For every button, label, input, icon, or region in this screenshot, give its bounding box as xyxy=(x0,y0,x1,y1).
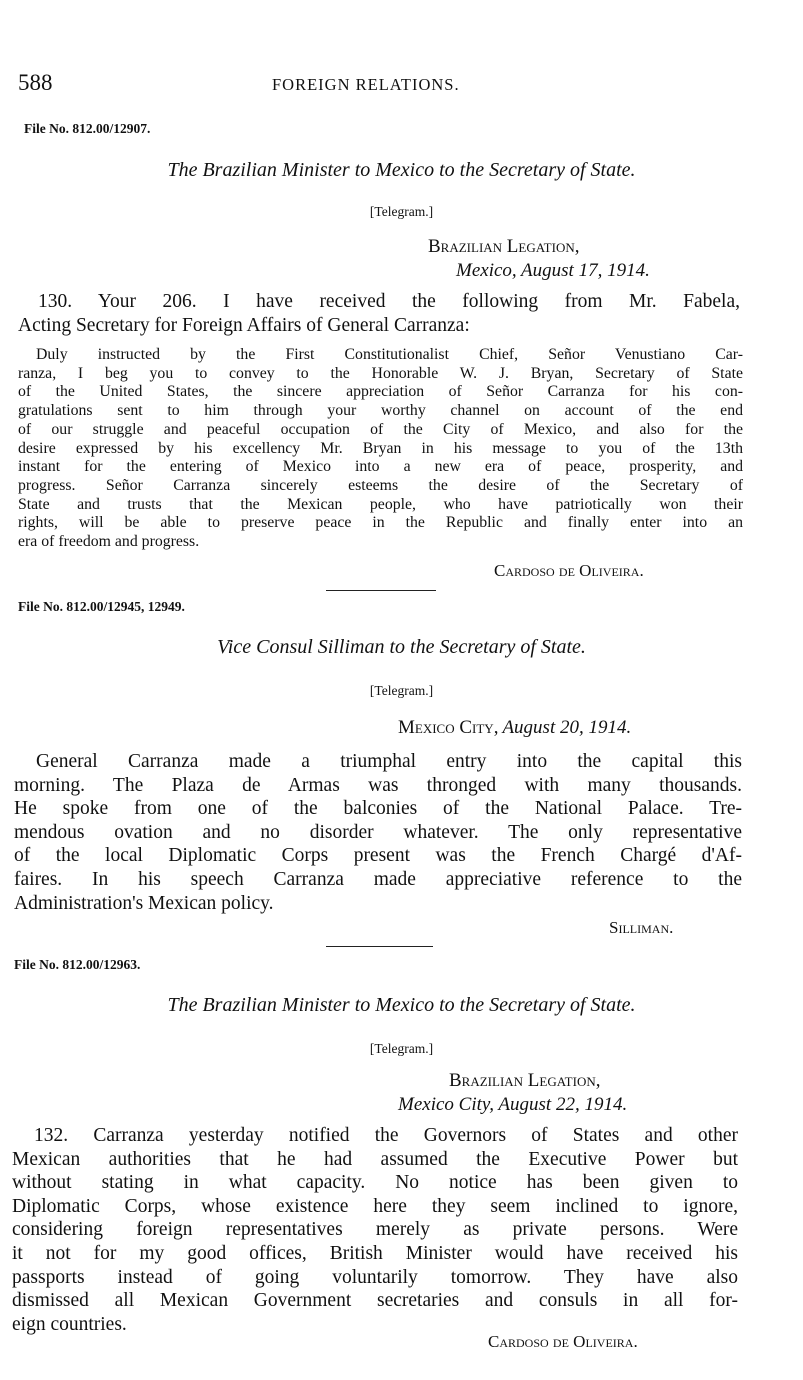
text-line: Administration's Mexican policy. xyxy=(14,892,274,914)
dateline: Mexico City, August 22, 1914. xyxy=(398,1094,628,1115)
text-line: progress. Señor Carranza sincerely esteems the desire of the Secretary of xyxy=(18,476,743,494)
text-line: 130. Your 206. I have received the following from Mr. Fabela, xyxy=(38,291,740,312)
text-line: Diplomatic Corps, whose existence here they seem inclined to ignore, xyxy=(12,1195,738,1217)
file-number: File No. 812.00/12945, 12949. xyxy=(18,599,185,614)
signature: Silliman. xyxy=(609,918,674,937)
telegram-label: [Telegram.] xyxy=(369,1041,434,1056)
document-title: The Brazilian Minister to Mexico to the Secretary of State. xyxy=(167,994,636,1016)
text-line: mendous ovation and no disorder whatever. The only representative xyxy=(14,821,742,843)
message-body xyxy=(12,1124,738,1336)
section-divider xyxy=(326,590,436,591)
text-line: Mexican authorities that he had assumed the Executive Power but xyxy=(12,1148,738,1170)
place-line: Brazilian Legation, xyxy=(428,236,580,257)
quoted-message xyxy=(18,346,743,552)
text-line: passports instead of going voluntarily tomorrow. They have also xyxy=(12,1266,738,1288)
text-line: eign countries. xyxy=(12,1313,127,1335)
text-line: rights, will be able to preserve peace in the Republic and finally enter into an xyxy=(18,514,743,532)
file-number: File No. 812.00/12907. xyxy=(24,121,151,136)
text-line: Duly instructed by the First Constitutionalist Chief, Señor Venustiano Car- xyxy=(36,346,743,363)
file-number: File No. 812.00/12963. xyxy=(14,957,141,972)
text-line: desire expressed by his excellency Mr. Bryan in his message to you of the 13th xyxy=(18,439,743,457)
text-line: it not for my good offices, British Minister would have received his xyxy=(12,1242,738,1264)
text-line: considering foreign representatives merely as private persons. Were xyxy=(12,1219,738,1241)
text-line: gratulations sent to him through your worthy channel on account of the end xyxy=(18,402,743,420)
dateline: Mexico, August 17, 1914. xyxy=(456,260,650,281)
text-line: era of freedom and progress. xyxy=(18,533,200,551)
text-line: He spoke from one of the balconies of the National Palace. Tre- xyxy=(14,798,742,820)
place-line: Mexico City, xyxy=(398,717,499,738)
place-line: Brazilian Legation, xyxy=(449,1070,601,1091)
text-line: instant for the entering of Mexico into a new era of peace, prosperity, and xyxy=(18,458,743,476)
text-line: General Carranza made a triumphal entry into the capital this xyxy=(36,751,742,772)
section-divider xyxy=(326,946,433,947)
signature: Cardoso de Oliveira. xyxy=(488,1332,638,1351)
text-line: of the United States, the sincere appreciation of Señor Carranza for his con- xyxy=(18,383,743,401)
message-body xyxy=(14,750,742,915)
text-line: faires. In his speech Carranza made appreciative reference to the xyxy=(14,868,742,890)
document-title: The Brazilian Minister to Mexico to the Secretary of State. xyxy=(167,159,636,181)
text-line: State and trusts that the Mexican people, who have patriotically won their xyxy=(18,495,743,513)
telegram-label: [Telegram.] xyxy=(369,683,434,698)
text-line: of our struggle and peaceful occupation of the City of Mexico, and also for the xyxy=(18,420,743,438)
text-line: Acting Secretary for Foreign Affairs of General Carranza: xyxy=(18,314,470,336)
running-head: FOREIGN RELATIONS. xyxy=(272,75,460,94)
text-line: 132. Carranza yesterday notified the Governors of States and other xyxy=(34,1125,738,1146)
text-line: morning. The Plaza de Armas was thronged with many thousands. xyxy=(14,774,742,796)
text-line: ranza, I beg you to convey to the Honorable W. J. Bryan, Secretary of State xyxy=(18,364,743,382)
dateline-group xyxy=(398,717,631,739)
intro-paragraph xyxy=(18,290,740,337)
signature: Cardoso de Oliveira. xyxy=(494,561,644,580)
text-line: dismissed all Mexican Government secretaries and consuls in all for- xyxy=(12,1290,738,1312)
document-title: Vice Consul Silliman to the Secretary of State. xyxy=(217,636,586,658)
dateline: August 20, 1914. xyxy=(502,717,632,738)
text-line: of the local Diplomatic Corps present was the French Chargé d'Af- xyxy=(14,845,742,867)
text-line: without stating in what capacity. No notice has been given to xyxy=(12,1172,738,1194)
page-number: 588 xyxy=(18,70,53,95)
telegram-label: [Telegram.] xyxy=(369,204,434,219)
